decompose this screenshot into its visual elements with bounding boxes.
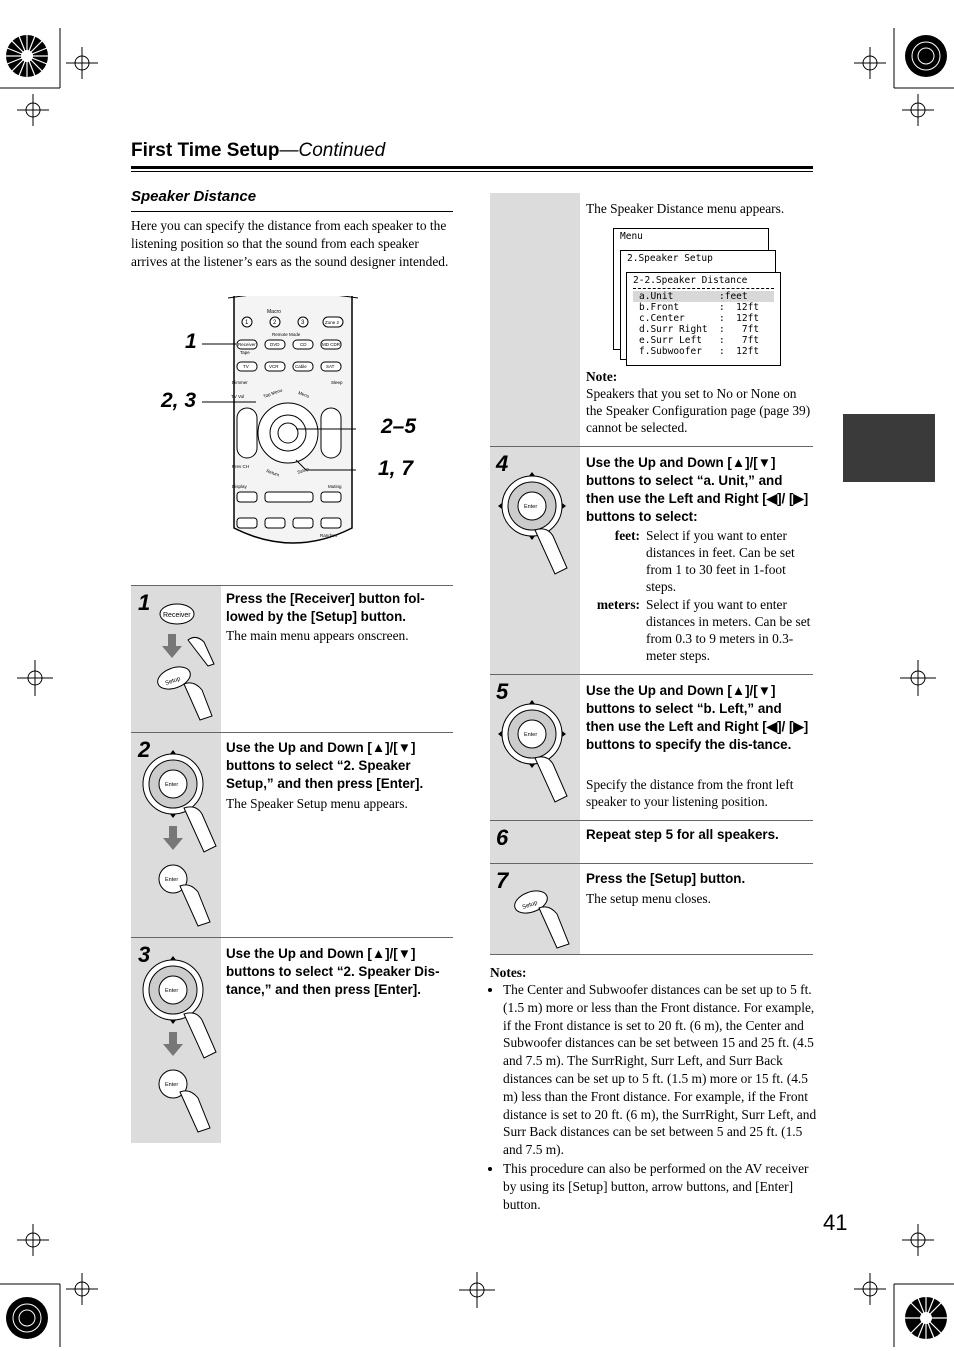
setup-button-label: Setup (164, 676, 182, 688)
registration-mark-bottom-right (830, 1222, 954, 1347)
step-7-result: The setup menu closes. (586, 891, 711, 906)
section-heading: Speaker Distance (131, 188, 257, 205)
osd-row-subwoofer[interactable]: f.Subwoofer : 12ft (639, 346, 760, 357)
osd-menu-speaker-distance (626, 272, 781, 366)
svg-text:Return: Return (265, 468, 281, 478)
step-6-rule (490, 820, 813, 821)
notes-list (490, 981, 825, 1214)
step-5-button-illustration (495, 696, 580, 806)
osd-row-surr-right[interactable]: d.Surr Right : 7ft (639, 324, 760, 335)
callout-lines (196, 330, 386, 480)
svg-text:Zone 2: Zone 2 (325, 320, 340, 325)
svg-text:Setup: Setup (296, 466, 310, 475)
svg-text:VCR: VCR (269, 364, 279, 369)
step-2-button-illustration (140, 748, 225, 928)
step-3-button-illustration (140, 954, 225, 1134)
svg-text:3: 3 (301, 320, 305, 326)
note-title: Note: (586, 369, 618, 384)
svg-text:Cable: Cable (295, 364, 307, 369)
step-5-number: 5 (496, 679, 509, 704)
step-1-number: 1 (138, 590, 151, 615)
speaker-distance-menu-caption: The Speaker Distance menu appears. (586, 201, 785, 216)
svg-text:MD CDR: MD CDR (322, 342, 340, 347)
osd-row-front[interactable]: b.Front : 12ft (639, 302, 760, 313)
svg-text:Prev CH: Prev CH (232, 464, 250, 469)
step-4-rule (490, 446, 813, 447)
svg-text:1: 1 (245, 320, 249, 326)
svg-text:Tape: Tape (240, 350, 250, 355)
svg-text:SAT: SAT (326, 364, 335, 369)
step-1-instruction: Press the [Receiver] button fol-lowed by the [Setup] button. (226, 591, 425, 624)
section-intro: Here you can specify the distance from each speaker to the listening position so that the sound from each speaker arrives at the listener’s ears as the sound designer intended. (131, 218, 449, 269)
svg-text:Muting: Muting (328, 484, 342, 489)
svg-text:Random: Random (320, 533, 338, 538)
svg-text:Menu: Menu (297, 390, 310, 399)
step-6-number: 6 (496, 825, 509, 850)
svg-text:Sleep: Sleep (331, 380, 343, 385)
step-4-button-illustration (495, 468, 580, 578)
callout-step-2-3: 2, 3 (161, 389, 197, 412)
note-item: • This procedure can also be performed on the AV receiver by using its [Setup] button, arrow buttons, and [Enter] button. (503, 1160, 825, 1213)
receiver-button-label: Receiver (163, 612, 191, 619)
svg-text:Display: Display (232, 484, 247, 489)
page-title-suffix: —Continued (279, 140, 386, 161)
header-rule (131, 166, 813, 169)
svg-text:Remote Mode: Remote Mode (272, 332, 301, 337)
registration-mark-mid-left (15, 658, 55, 698)
step-3-number: 3 (138, 942, 151, 967)
svg-text:Top Menu: Top Menu (262, 387, 283, 399)
step-4-instruction: Use the Up and Down [▲]/[▼] buttons to select “a. Unit,” and then use the Left and Right [◀]/ [▶] buttons to select: (586, 455, 809, 524)
svg-text:Receiver: Receiver (238, 342, 256, 347)
svg-text:TV: TV (243, 364, 249, 369)
svg-text:Enter: Enter (524, 732, 538, 738)
osd-row-surr-left[interactable]: e.Surr Left : 7ft (639, 335, 760, 346)
svg-text:DVD: DVD (270, 342, 280, 347)
step-5-rule (490, 674, 813, 675)
svg-text:Dimmer: Dimmer (232, 380, 248, 385)
registration-mark-bottom-left (0, 1222, 130, 1347)
step-1-rule (131, 585, 453, 586)
svg-text:2: 2 (273, 320, 277, 326)
chapter-tab (843, 414, 935, 482)
registration-mark-top-right (830, 28, 954, 148)
step-1-result: The main menu appears onscreen. (226, 628, 409, 643)
step-1-button-illustration (150, 598, 225, 723)
header-rule-thin (131, 171, 813, 172)
step-7-number: 7 (496, 868, 509, 893)
registration-mark-bottom-center (457, 1270, 497, 1310)
step-6-instruction: Repeat step 5 for all speakers. (586, 827, 779, 842)
page-number: 41 (823, 1210, 848, 1235)
osd-menu-title: 2-2.Speaker Distance (633, 275, 748, 286)
step-5-instruction: Use the Up and Down [▲]/[▼] buttons to select “b. Left,” and then use the Left and Right [◀]/ [▶] buttons to specify the dis-tance. (586, 683, 809, 752)
enter-button-label: Enter (165, 877, 179, 883)
step-2-result: The Speaker Setup menu appears. (226, 796, 408, 811)
callout-step-2-5: 2–5 (381, 415, 417, 438)
unit-definitions (586, 527, 812, 664)
step-2-number: 2 (138, 737, 151, 762)
registration-mark-top-left (0, 28, 130, 148)
definition-feet: feet: Select if you want to enter distances in feet. Can be set from 1 to 30 feet in 1-foot steps. (614, 528, 795, 594)
step-4-number: 4 (496, 451, 509, 476)
svg-text:CD: CD (300, 342, 307, 347)
page-title: First Time Setup—Continued (131, 140, 386, 161)
step-7-rule (490, 863, 813, 864)
note-item: • The Center and Subwoofer distances can be set up to 5 ft. (1.5 m) more or less than the Front distance. For example, if the Front distance is set to 20 ft. (6 m), the Center and Subwoofer distances can be set between 15 and 25 ft. (4.5 and 7.5 m). The SurrRight, Surr Left, and Surr Back distances can be set up to 5 ft. (1.5 m) more or 15 ft. (4.5 m) less than the Front distance. For example, if the Front distance is set to 20 ft. (6 m), the SurrRight, Surr Left, and Surr Back distances can be set between 5 and 25 ft. (1.5 and 7.5 m). (503, 981, 825, 1159)
svg-text:Setup: Setup (521, 900, 539, 912)
step-2-instruction: Use the Up and Down [▲]/[▼] buttons to select “2. Speaker Setup,” and then press [Enter]. (226, 740, 424, 791)
osd-row-unit[interactable]: a.Unit :feet (633, 291, 774, 302)
step-7-instruction: Press the [Setup] button. (586, 871, 746, 886)
osd-menu-rows (627, 289, 780, 357)
callout-step-1: 1 (185, 330, 197, 353)
osd-row-center[interactable]: c.Center : 12ft (639, 313, 760, 324)
enter-dial-label: Enter (165, 782, 179, 788)
svg-text:Enter: Enter (165, 1082, 179, 1088)
steps-bottom-rule (490, 954, 813, 955)
step-3-instruction: Use the Up and Down [▲]/[▼] buttons to select “2. Speaker Dis-tance,” and then press [Enter]. (226, 946, 440, 997)
step-2-rule (131, 732, 453, 733)
registration-mark-mid-right (898, 658, 938, 698)
notes-title: Notes: (490, 965, 527, 980)
step-3-rule (131, 937, 453, 938)
remote-macro-label: Macro (267, 309, 281, 315)
section-rule (131, 211, 453, 212)
callout-step-1-7: 1, 7 (378, 457, 414, 480)
svg-text:TV Vol: TV Vol (231, 394, 245, 399)
svg-text:Enter: Enter (165, 988, 179, 994)
svg-text:Enter: Enter (524, 504, 538, 510)
osd-menu-level-1: Menu (613, 228, 769, 350)
step-7-button-illustration (505, 880, 580, 950)
step-5-detail: Specify the distance from the front left speaker to your listening position. (586, 777, 794, 809)
note-body: Speakers that you set to No or None on the Speaker Configuration page (page 39) cannot be selected. (586, 386, 811, 435)
osd-menu-level-2: 2.Speaker Setup (620, 250, 776, 360)
definition-meters: meters: Select if you want to enter distances in meters. Can be set from 0.3 to 9 meters in 0.3-meter steps. (596, 597, 811, 663)
